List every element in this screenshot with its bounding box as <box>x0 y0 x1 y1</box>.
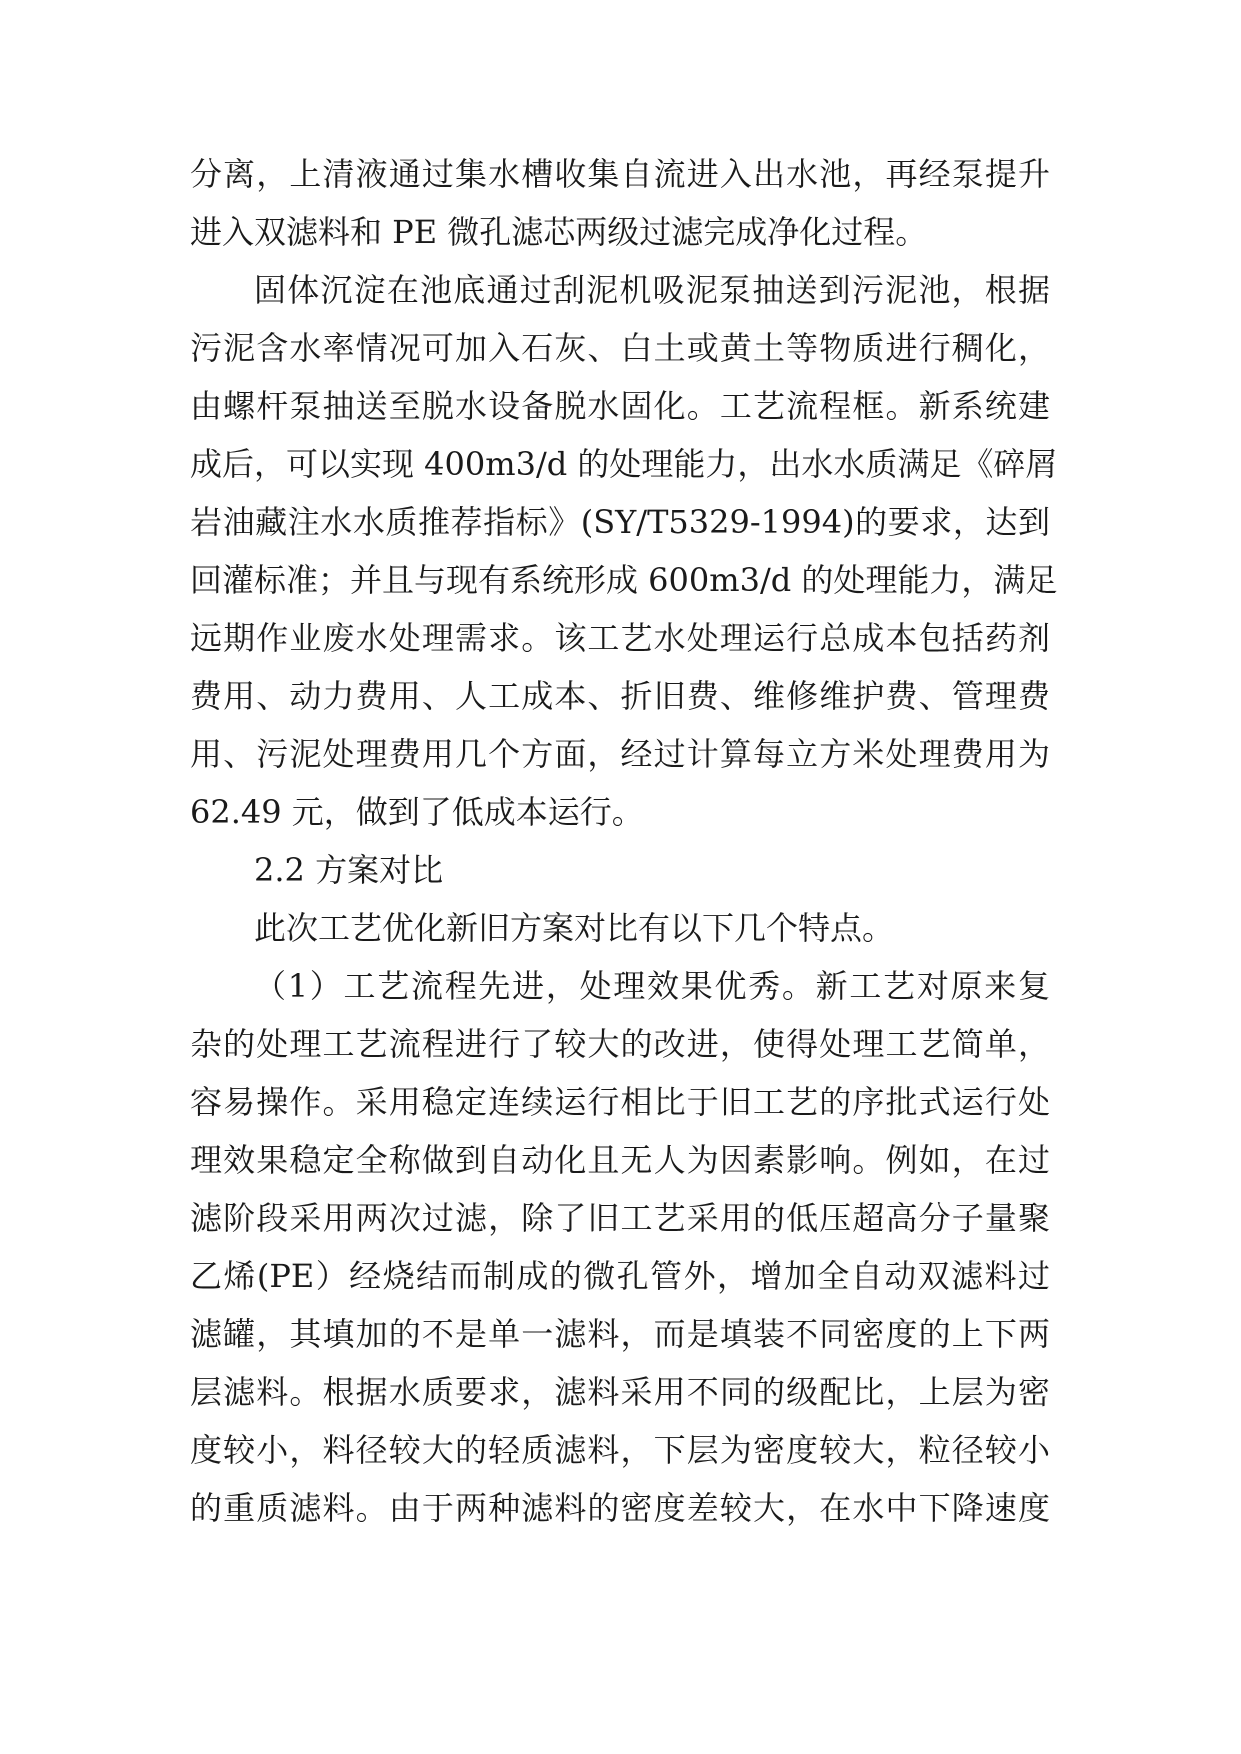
text-line: 回灌标准；并且与现有系统形成 600m3/d 的处理能力，满足 <box>190 561 1058 599</box>
text-line: 层滤料。根据水质要求，滤料采用不同的级配比，上层为密 <box>190 1373 1050 1411</box>
text-line: 理效果稳定全称做到自动化且无人为因素影响。例如，在过 <box>190 1141 1050 1179</box>
text-line: 分离，上清液通过集水槽收集自流进入出水池，再经泵提升 <box>190 155 1050 193</box>
text-line: 杂的处理工艺流程进行了较大的改进，使得处理工艺简单， <box>190 1025 1050 1063</box>
text-line: 的重质滤料。由于两种滤料的密度差较大，在水中下降速度 <box>190 1489 1050 1527</box>
text-line: 此次工艺优化新旧方案对比有以下几个特点。 <box>254 909 895 947</box>
text-line: （1）工艺流程先进，处理效果优秀。新工艺对原来复 <box>254 967 1050 1005</box>
section-heading: 2.2 方案对比 <box>254 851 444 889</box>
text-line: 度较小，料径较大的轻质滤料，下层为密度较大，粒径较小 <box>190 1431 1050 1469</box>
text-line: 远期作业废水处理需求。该工艺水处理运行总成本包括药剂 <box>190 619 1050 657</box>
text-line: 乙烯(PE）经烧结而制成的微孔管外，增加全自动双滤料过 <box>190 1257 1050 1295</box>
text-line: 62.49 元，做到了低成本运行。 <box>190 793 644 831</box>
text-line: 成后，可以实现 400m3/d 的处理能力，出水水质满足《碎屑 <box>190 445 1058 483</box>
text-line: 由螺杆泵抽送至脱水设备脱水固化。工艺流程框。新系统建 <box>190 387 1050 425</box>
text-line: 岩油藏注水水质推荐指标》(SY/T5329-1994)的要求，达到 <box>190 503 1050 541</box>
text-line: 滤阶段采用两次过滤，除了旧工艺采用的低压超高分子量聚 <box>190 1199 1050 1237</box>
text-line: 固体沉淀在池底通过刮泥机吸泥泵抽送到污泥池，根据 <box>254 271 1050 309</box>
text-line: 滤罐，其填加的不是单一滤料，而是填装不同密度的上下两 <box>190 1315 1050 1353</box>
text-line: 用、污泥处理费用几个方面，经过计算每立方米处理费用为 <box>190 735 1050 773</box>
text-line: 污泥含水率情况可加入石灰、白土或黄土等物质进行稠化， <box>190 329 1050 367</box>
text-line: 容易操作。采用稳定连续运行相比于旧工艺的序批式运行处 <box>190 1083 1050 1121</box>
text-line: 费用、动力费用、人工成本、折旧费、维修维护费、管理费 <box>190 677 1050 715</box>
text-line: 进入双滤料和 PE 微孔滤芯两级过滤完成净化过程。 <box>190 213 928 251</box>
